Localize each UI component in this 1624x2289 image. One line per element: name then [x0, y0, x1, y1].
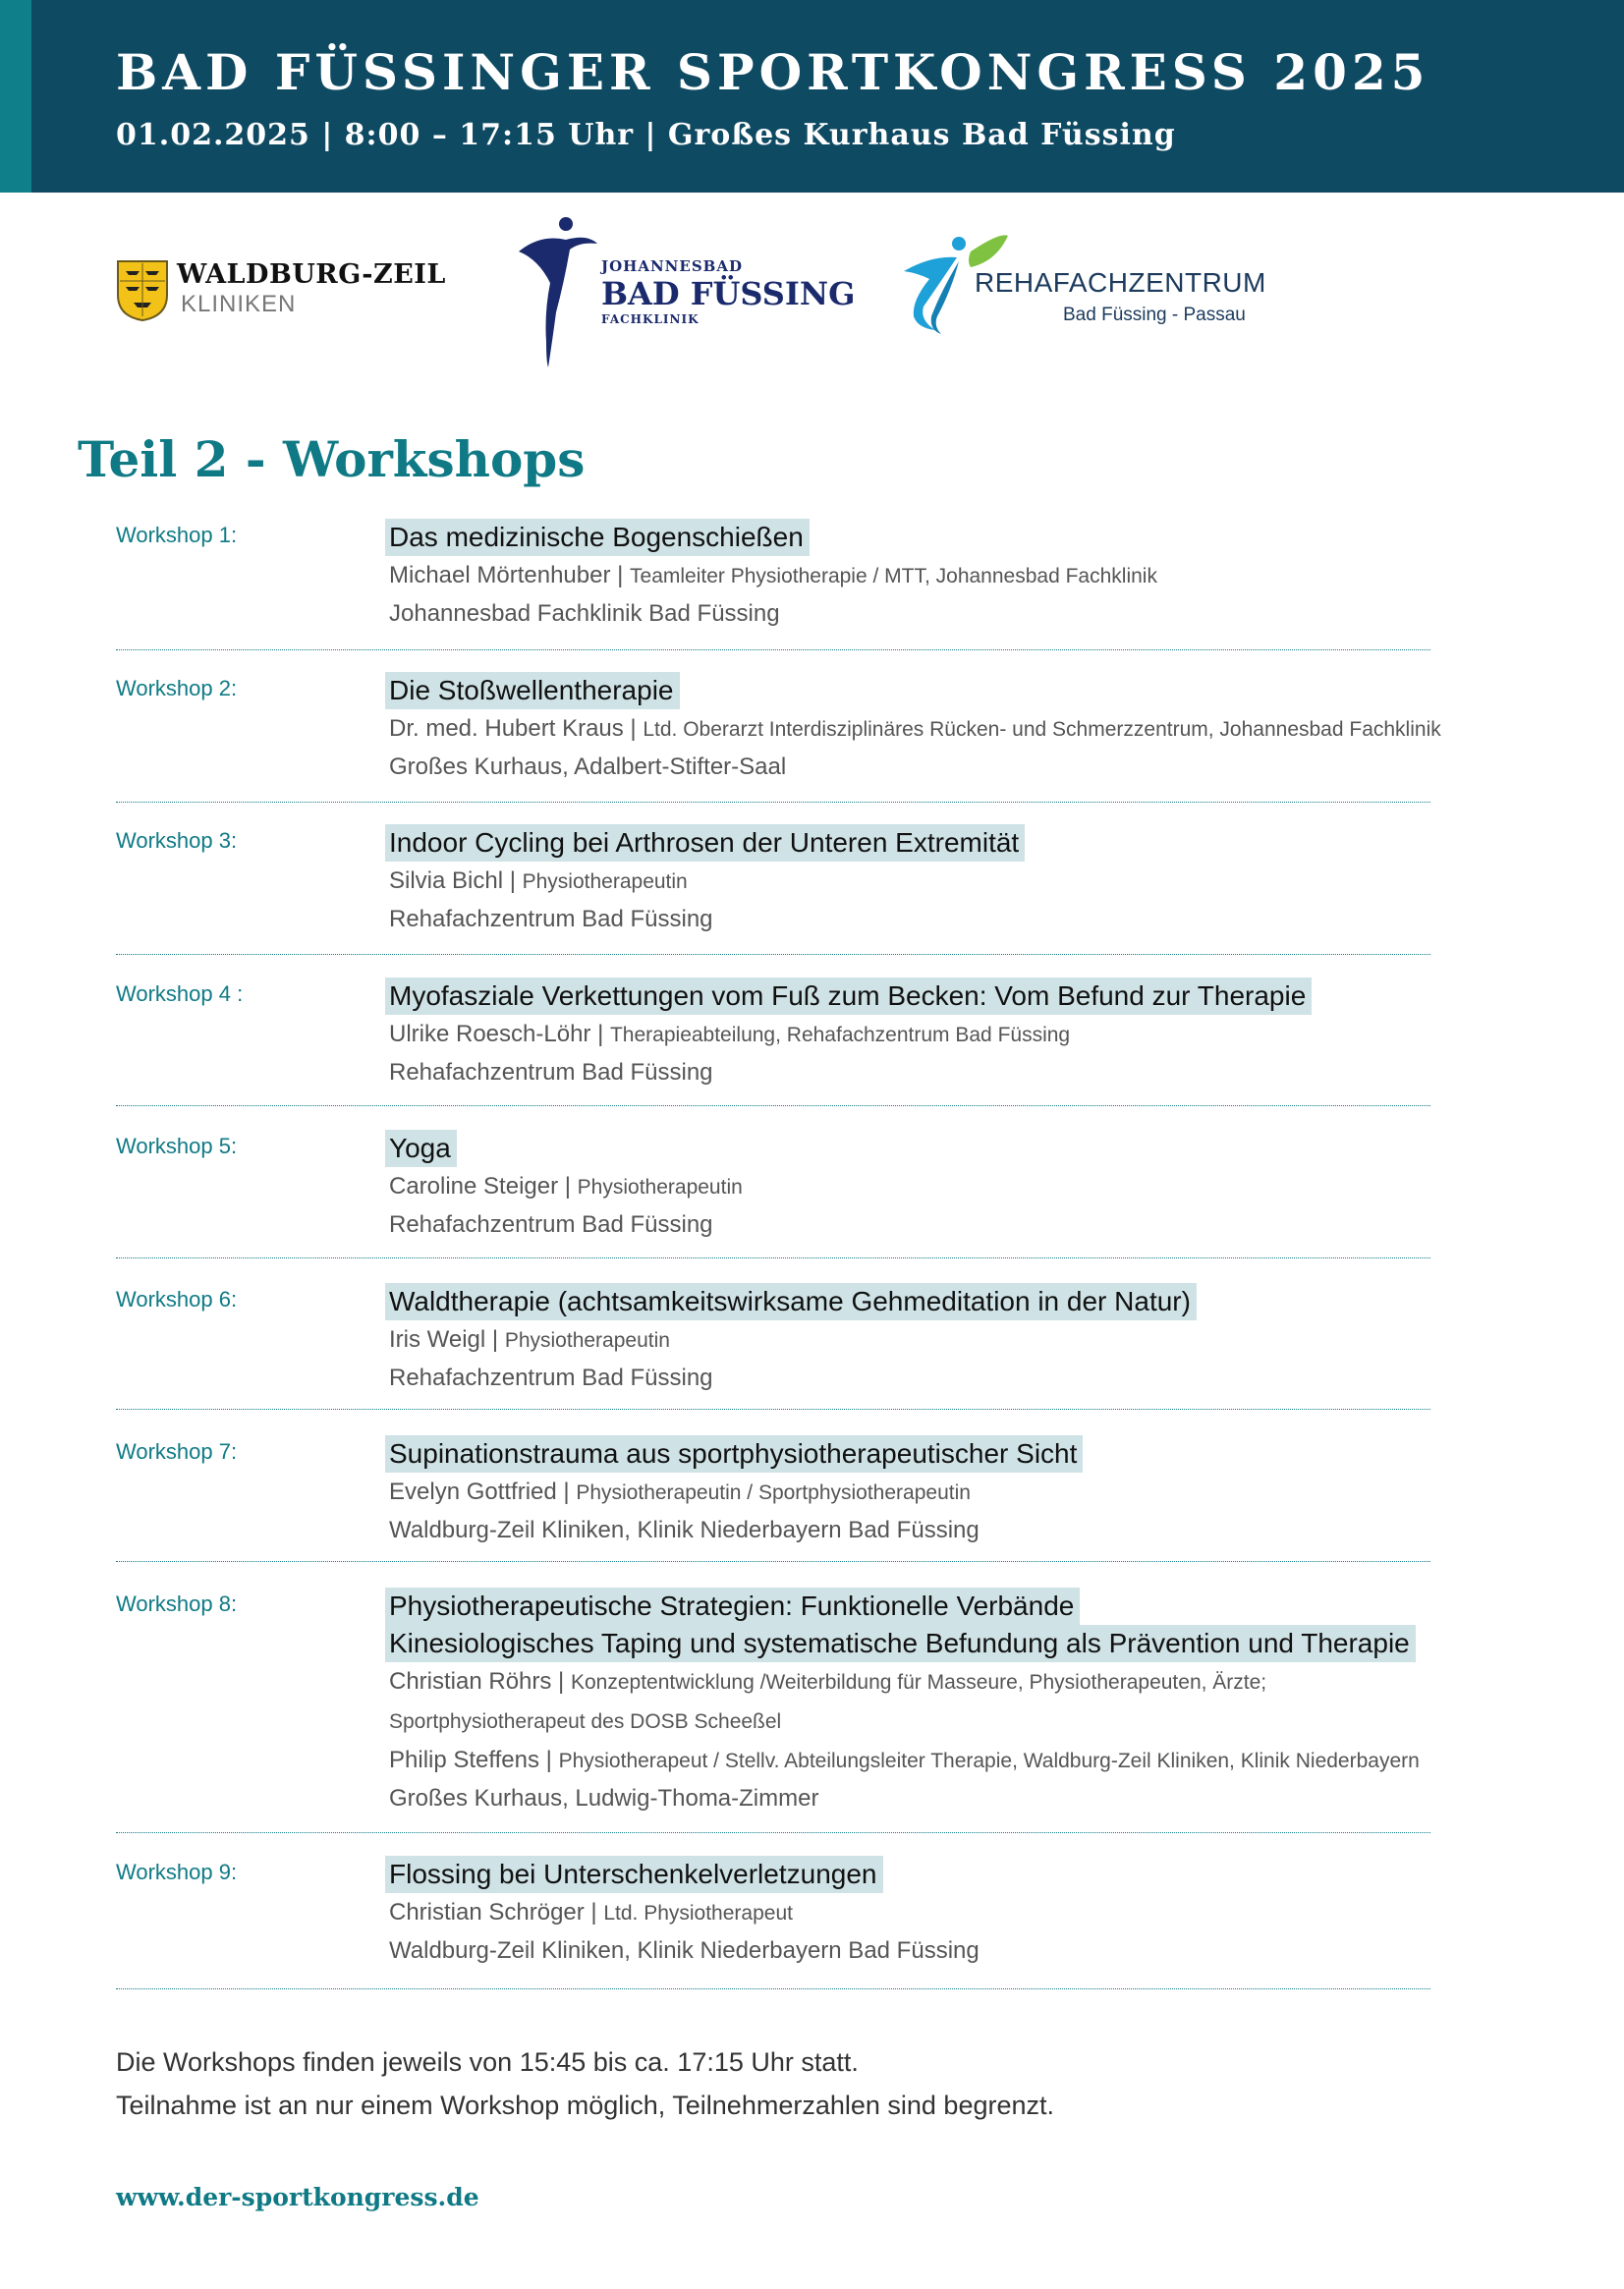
- workshop-content: [385, 672, 1564, 786]
- speaker-name: Caroline Steiger: [389, 1173, 559, 1200]
- workshop-speaker: Christian Röhrs | Konzeptentwicklung /Weiterbildung für Masseure, Physiotherapeuten, Ärzte;: [389, 1668, 1267, 1695]
- workshop-title: Myofasziale Verkettungen vom Fuß zum Becken: Vom Befund zur Therapie: [385, 977, 1312, 1015]
- speaker-role: Physiotherapeut / Stellv. Abteilungsleiter Therapie, Waldburg-Zeil Kliniken, Klinik Niederbayern: [558, 1750, 1420, 1772]
- speaker-role: Konzeptentwicklung /Weiterbildung für Masseure, Physiotherapeuten, Ärzte;: [570, 1671, 1267, 1694]
- workshop-speaker: Michael Mörtenhuber | Teamleiter Physiotherapie / MTT, Johannesbad Fachklinik: [389, 562, 1157, 588]
- workshop-location: Waldburg-Zeil Kliniken, Klinik Niederbayern Bad Füssing: [389, 1517, 980, 1543]
- workshop-label: Workshop 4 :: [116, 981, 244, 1006]
- johannesbad-logo-line3: FACHKLINIK: [601, 312, 700, 326]
- speaker-name: Christian Röhrs: [389, 1668, 552, 1695]
- divider: [116, 954, 1430, 955]
- divider: [116, 1105, 1430, 1106]
- workshop-label: Workshop 3:: [116, 828, 238, 853]
- workshop-location: Großes Kurhaus, Ludwig-Thoma-Zimmer: [389, 1785, 819, 1812]
- speaker-role: Ltd. Physiotherapeut: [603, 1902, 793, 1925]
- divider: [116, 1409, 1430, 1410]
- workshop-time-note: Die Workshops finden jeweils von 15:45 bis ca. 17:15 Uhr statt.: [116, 2047, 859, 2077]
- workshop-label: Workshop 1:: [116, 523, 238, 547]
- workshop-content: [385, 824, 1564, 938]
- workshop-location: Rehafachzentrum Bad Füssing: [389, 1365, 713, 1391]
- workshop-speaker: Iris Weigl | Physiotherapeutin: [389, 1326, 670, 1353]
- workshop-title: Kinesiologisches Taping und systematische Befundung als Prävention und Therapie: [385, 1625, 1416, 1662]
- speaker-role: Sportphysiotherapeut des DOSB Scheeßel: [389, 1710, 782, 1733]
- workshop-content: [385, 977, 1564, 1091]
- speaker-name: Philip Steffens: [389, 1747, 539, 1773]
- workshop-speaker: Evelyn Gottfried | Physiotherapeutin / Sportphysiotherapeutin: [389, 1479, 971, 1505]
- speaker-name: Silvia Bichl: [389, 867, 504, 894]
- workshop-content: [385, 1130, 1564, 1244]
- workshop-speaker: Ulrike Roesch-Löhr | Therapieabteilung, Rehafachzentrum Bad Füssing: [389, 1021, 1071, 1047]
- speaker-role: Ltd. Oberarzt Interdisziplinäres Rücken- und Schmerzzentrum, Johannesbad Fachklinik: [643, 718, 1441, 741]
- speaker-role: Physiotherapeutin: [522, 870, 688, 893]
- workshop-content: [385, 519, 1564, 633]
- divider: [116, 1832, 1430, 1833]
- waldburg-logo-line2: KLINIKEN: [181, 291, 297, 317]
- speaker-name: Dr. med. Hubert Kraus: [389, 715, 624, 742]
- workshop-content: [385, 1283, 1564, 1397]
- workshop-speaker: [389, 1702, 1564, 1741]
- divider: [116, 1257, 1430, 1258]
- waldburg-logo-line1: WALDBURG-ZEIL: [177, 259, 446, 290]
- event-subtitle: 01.02.2025 | 8:00 – 17:15 Uhr | Großes Kurhaus Bad Füssing: [116, 118, 1176, 152]
- workshop-label: Workshop 7:: [116, 1439, 238, 1464]
- johannesbad-logo-line2: BAD FÜSSING: [601, 275, 856, 312]
- speaker-role: Physiotherapeutin / Sportphysiotherapeutin: [576, 1481, 971, 1504]
- workshop-label: Workshop 8:: [116, 1591, 238, 1616]
- workshop-content: [385, 1856, 1564, 1970]
- workshop-title: Physiotherapeutische Strategien: Funktionelle Verbände: [385, 1588, 1080, 1625]
- divider: [116, 1561, 1430, 1562]
- workshop-speaker: Dr. med. Hubert Kraus | Ltd. Oberarzt Interdisziplinäres Rücken- und Schmerzzentrum, Johannesbad Fachklinik: [389, 715, 1441, 742]
- workshop-content: [385, 1588, 1564, 1817]
- divider: [116, 802, 1430, 803]
- workshop-title: Waldtherapie (achtsamkeitswirksame Gehmeditation in der Natur): [385, 1283, 1197, 1320]
- section-title: Teil 2 - Workshops: [78, 430, 586, 488]
- speaker-name: Iris Weigl: [389, 1326, 486, 1353]
- speaker-role: Therapieabteilung, Rehafachzentrum Bad Füssing: [609, 1024, 1071, 1046]
- speaker-role: Physiotherapeutin: [504, 1329, 670, 1352]
- workshop-label: Workshop 2:: [116, 676, 238, 700]
- workshop-label: Workshop 6:: [116, 1287, 238, 1312]
- speaker-role: Teamleiter Physiotherapie / MTT, Johannesbad Fachklinik: [630, 565, 1157, 587]
- workshop-location: Johannesbad Fachklinik Bad Füssing: [389, 600, 780, 627]
- participation-note: Teilnahme ist an nur einem Workshop möglich, Teilnehmerzahlen sind begrenzt.: [116, 2091, 1055, 2120]
- workshop-label: Workshop 9:: [116, 1860, 238, 1884]
- workshop-speaker: Silvia Bichl | Physiotherapeutin: [389, 867, 688, 894]
- speaker-name: Christian Schröger: [389, 1899, 585, 1926]
- workshop-title: Die Stoßwellentherapie: [385, 672, 680, 709]
- workshop-title: Supinationstrauma aus sportphysiotherapeutischer Sicht: [385, 1435, 1083, 1473]
- workshop-location: Großes Kurhaus, Adalbert-Stifter-Saal: [389, 754, 787, 780]
- website-link[interactable]: www.der-sportkongress.de: [116, 2183, 479, 2211]
- divider: [116, 649, 1430, 650]
- workshop-speaker: Philip Steffens | Physiotherapeut / Stellv. Abteilungsleiter Therapie, Waldburg-Zeil Kliniken, Klinik Niederbayern: [389, 1747, 1420, 1773]
- workshop-speaker: Christian Schröger | Ltd. Physiotherapeut: [389, 1899, 793, 1926]
- workshop-location: Rehafachzentrum Bad Füssing: [389, 1059, 713, 1086]
- speaker-name: Ulrike Roesch-Löhr: [389, 1021, 591, 1047]
- workshop-label: Workshop 5:: [116, 1134, 238, 1158]
- divider: [116, 1988, 1430, 1989]
- workshop-title: Indoor Cycling bei Arthrosen der Unteren Extremität: [385, 824, 1025, 862]
- workshop-title: Yoga: [385, 1130, 457, 1167]
- speaker-role: Physiotherapeutin: [577, 1176, 743, 1199]
- johannesbad-logo-line1: JOHANNESBAD: [601, 257, 743, 275]
- rehafachzentrum-logo-line1: REHAFACHZENTRUM: [975, 267, 1266, 298]
- event-title: BAD FÜSSINGER SPORTKONGRESS 2025: [116, 43, 1430, 101]
- speaker-name: Evelyn Gottfried: [389, 1479, 557, 1505]
- workshop-location: Rehafachzentrum Bad Füssing: [389, 906, 713, 932]
- rehafachzentrum-logo-line2: Bad Füssing - Passau: [1063, 305, 1246, 325]
- workshop-title: Flossing bei Unterschenkelverletzungen: [385, 1856, 883, 1893]
- workshop-title: Das medizinische Bogenschießen: [385, 519, 810, 556]
- workshop-location: Rehafachzentrum Bad Füssing: [389, 1211, 713, 1238]
- workshop-speaker: Caroline Steiger | Physiotherapeutin: [389, 1173, 743, 1200]
- workshop-content: [385, 1435, 1564, 1549]
- speaker-name: Michael Mörtenhuber: [389, 562, 611, 588]
- workshop-location: Waldburg-Zeil Kliniken, Klinik Niederbayern Bad Füssing: [389, 1937, 980, 1964]
